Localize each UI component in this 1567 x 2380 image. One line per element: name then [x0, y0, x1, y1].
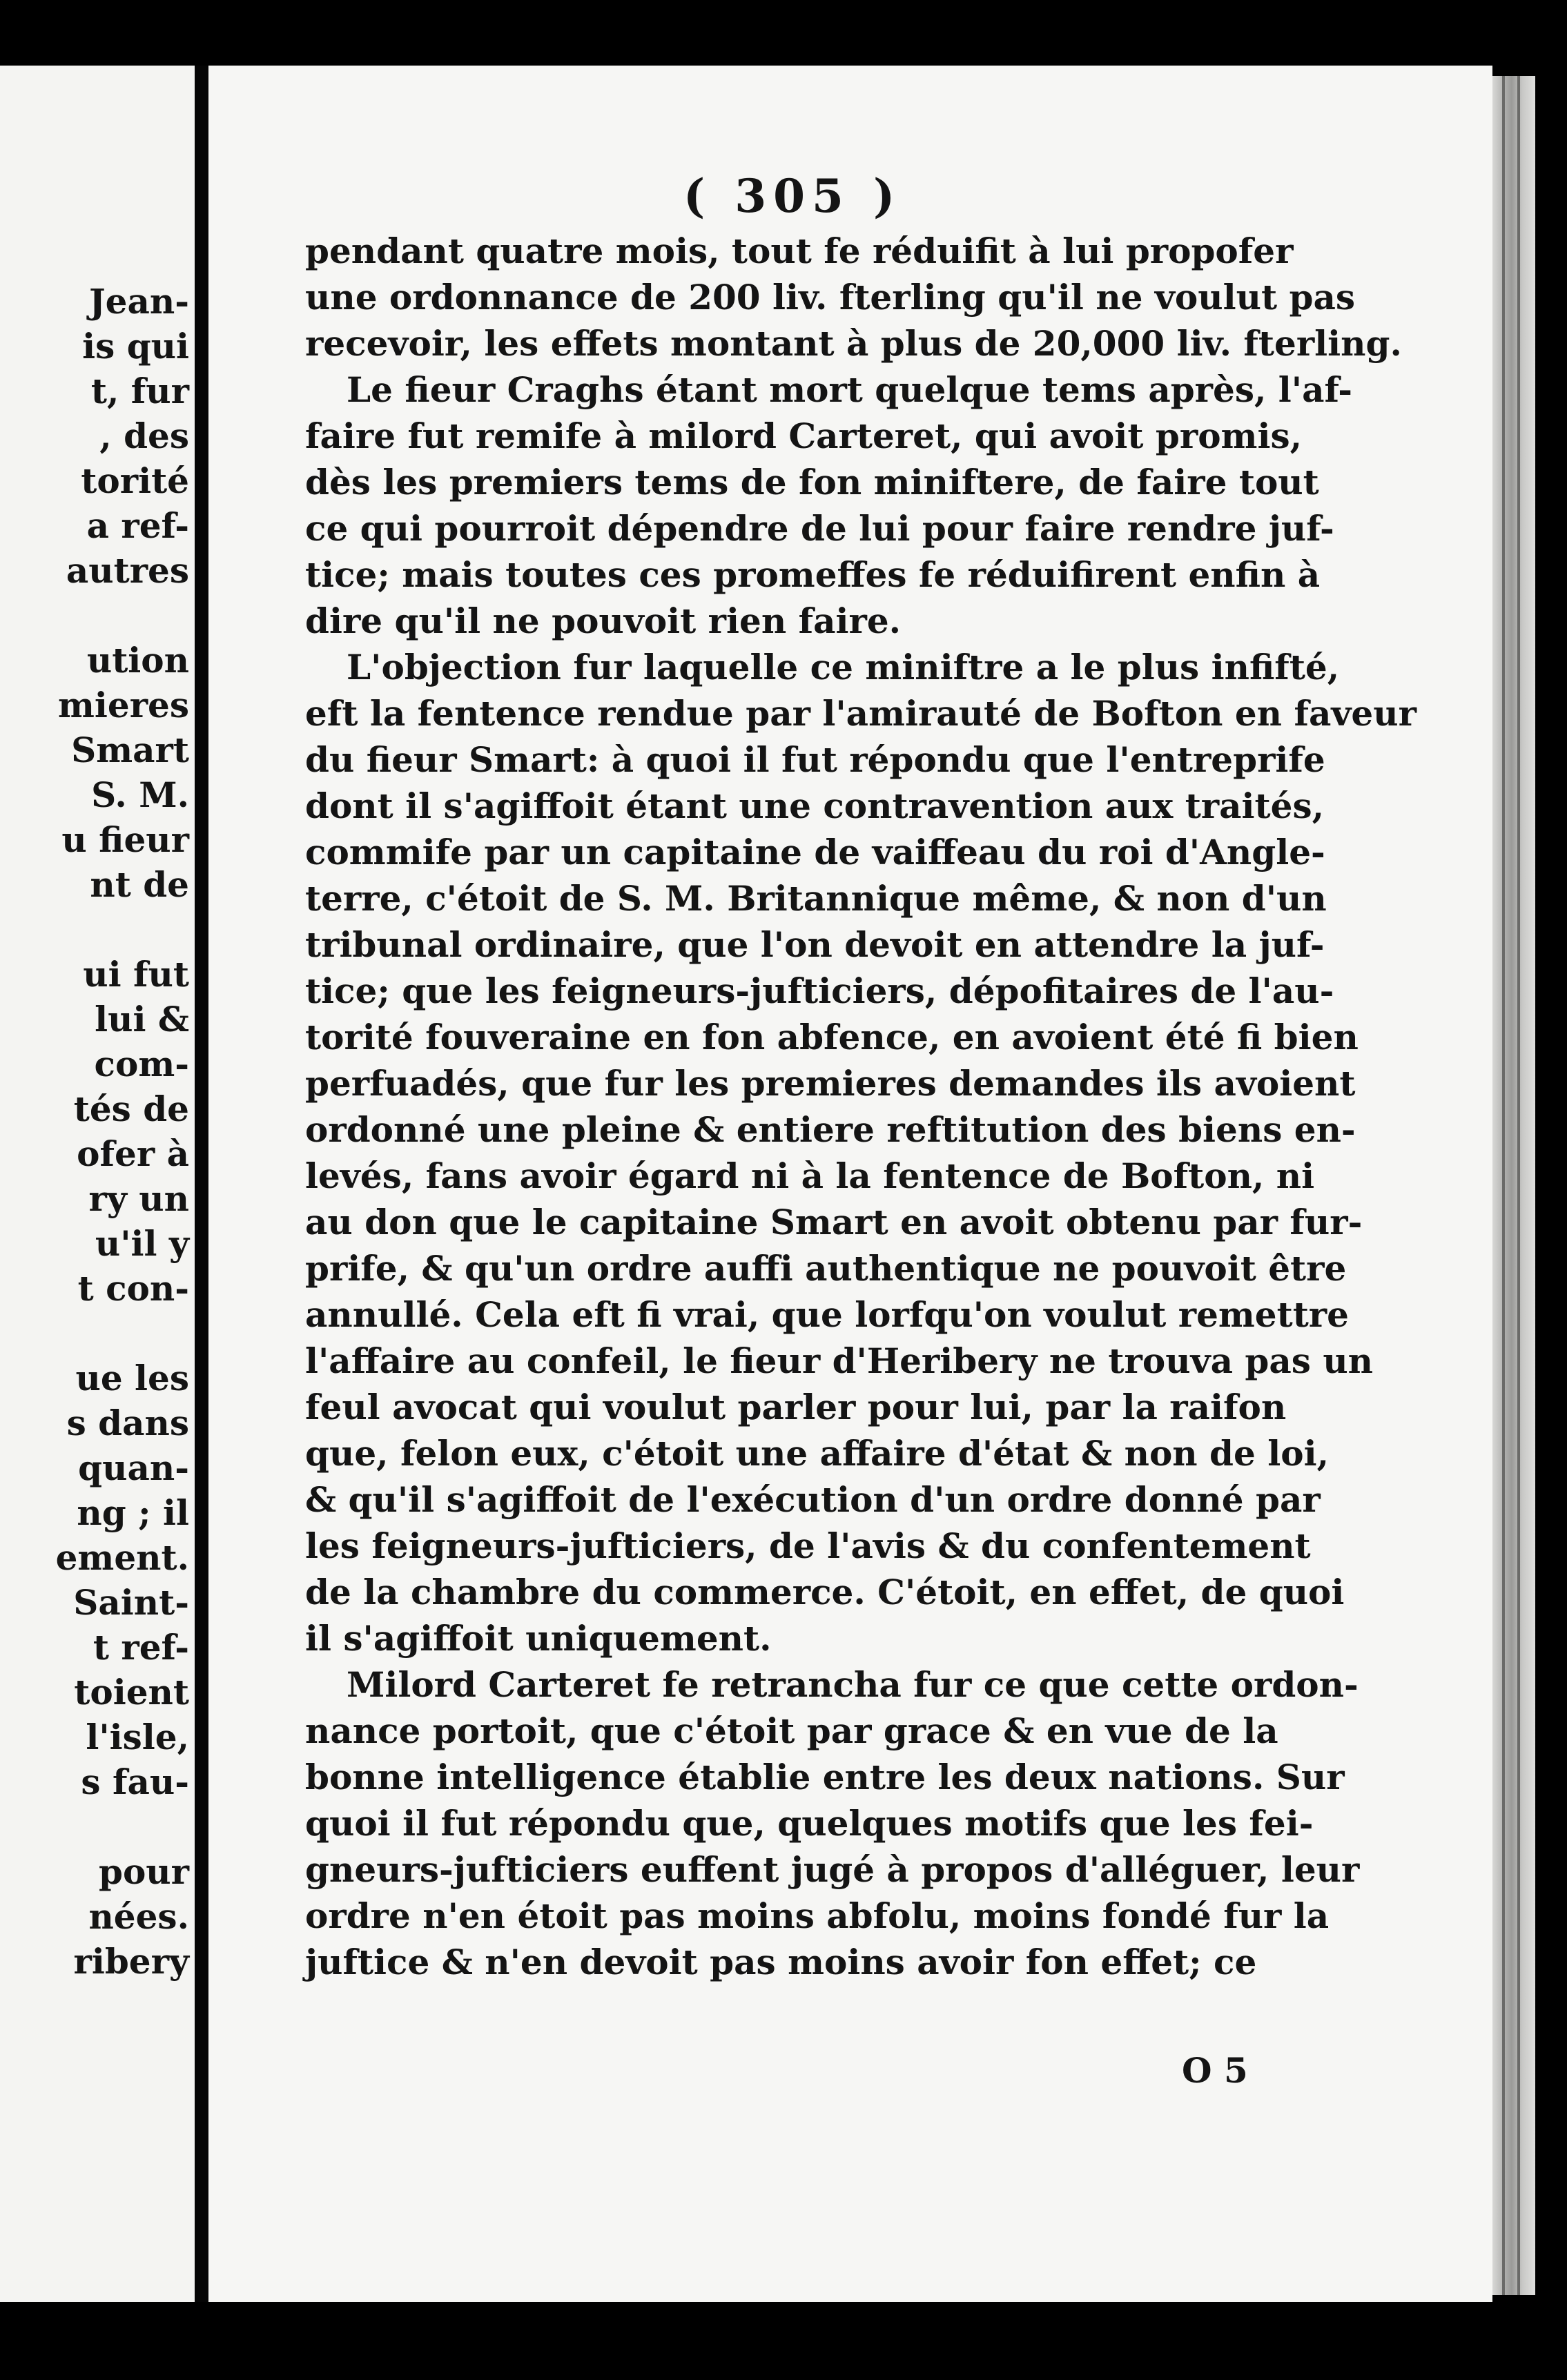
text-line: recevoir, les effets montant à plus de 20,000 liv. fterling.: [305, 323, 1402, 364]
page-edge: [1492, 76, 1535, 2295]
text-line: tice; mais toutes ces promeffes fe réduifirent enfin à: [305, 554, 1321, 595]
text-line: dont il s'agiffoit étant une contravention aux traités,: [305, 786, 1325, 826]
text-line: les feigneurs-jufticiers, de l'avis & du confentement: [305, 1525, 1311, 1566]
text-line: torité fouveraine en fon abfence, en avoient été fi bien: [305, 1017, 1359, 1057]
left-page-line: pour: [98, 1851, 189, 1892]
text-line: pendant quatre mois, tout fe réduifit à lui propofer: [305, 231, 1294, 271]
text-line: tice; que les feigneurs-jufticiers, dépofitaires de l'au-: [305, 970, 1334, 1011]
text-line: commife par un capitaine de vaiffeau du roi d'Angle-: [305, 832, 1325, 872]
text-line: perfuadés, que fur les premieres demandes ils avoient: [305, 1063, 1356, 1104]
left-page-line: autres: [66, 550, 189, 591]
left-page-line: t ref-: [93, 1627, 189, 1668]
left-page-line: S. M.: [91, 774, 189, 815]
page-text: [305, 228, 1417, 1985]
left-page-line: toient: [74, 1672, 189, 1713]
left-page-line: ement.: [55, 1537, 189, 1578]
left-page-line: is qui: [82, 326, 189, 367]
left-page-line: Smart: [71, 730, 189, 770]
left-page-line: nées.: [88, 1896, 189, 1937]
left-page-line: s fau-: [81, 1762, 189, 1802]
text-line: & qu'il s'agiffoit de l'exécution d'un ordre donné par: [305, 1479, 1321, 1520]
text-line: ordonné une pleine & entiere reftitution des biens en-: [305, 1109, 1356, 1150]
text-line: dès les premiers tems de fon miniftere, de faire tout: [305, 462, 1319, 503]
text-line: juftice & n'en devoit pas moins avoir fon effet; ce: [305, 1942, 1257, 1982]
left-page-line: u'il y: [95, 1223, 189, 1264]
left-page-line: lui &: [95, 999, 189, 1040]
text-line: de la chambre du commerce. C'étoit, en effet, de quoi: [305, 1572, 1345, 1612]
left-page-line: t, fur: [90, 371, 189, 411]
text-line: il s'agiffoit uniquement.: [305, 1618, 772, 1659]
page-edge-line: [1502, 76, 1505, 2295]
book-gutter: [195, 66, 208, 2302]
text-line: ordre n'en étoit pas moins abfolu, moins fondé fur la: [305, 1895, 1330, 1936]
left-page-line: ng ; il: [77, 1492, 189, 1533]
right-page: [208, 66, 1492, 2302]
left-page-line: Saint-: [73, 1582, 189, 1623]
text-line: prife, & qu'un ordre auffi authentique ne pouvoit être: [305, 1248, 1347, 1289]
text-line: au don que le capitaine Smart en avoit obtenu par fur-: [305, 1202, 1363, 1242]
page-edge-line: [1517, 76, 1520, 2295]
left-page-line: , des: [99, 416, 189, 456]
left-page-line: u fieur: [61, 819, 189, 860]
text-line: tribunal ordinaire, que l'on devoit en attendre la juf-: [305, 924, 1325, 965]
text-line: gneurs-jufticiers euffent jugé à propos d'alléguer, leur: [305, 1849, 1360, 1890]
left-page-line: a ref-: [86, 505, 189, 546]
text-line: annullé. Cela eft fi vrai, que lorfqu'on voulut remettre: [305, 1294, 1349, 1335]
text-line: levés, fans avoir égard ni à la fentence de Bofton, ni: [305, 1155, 1315, 1196]
left-page-line: t con-: [77, 1268, 189, 1309]
text-line: faire fut remife à milord Carteret, qui avoit promis,: [305, 416, 1302, 456]
left-page-line: ribery: [73, 1941, 189, 1982]
left-page-line: ui fut: [83, 954, 189, 995]
text-line: du fieur Smart: à quoi il fut répondu que l'entreprife: [305, 739, 1325, 780]
left-page-line: ry un: [88, 1178, 189, 1219]
left-page-line: ution: [86, 640, 189, 681]
left-page-line: nt de: [90, 864, 189, 905]
text-line: eft la fentence rendue par l'amirauté de Bofton en faveur: [305, 693, 1417, 734]
left-page-line: mieres: [57, 685, 189, 725]
left-page-line: torité: [81, 460, 189, 501]
left-page-line: l'isle,: [86, 1717, 189, 1757]
text-line: feul avocat qui voulut parler pour lui, par la raifon: [305, 1387, 1287, 1427]
left-page-line: quan-: [78, 1447, 189, 1488]
left-page-line: com-: [94, 1044, 189, 1084]
left-page-line: ofer à: [77, 1133, 189, 1174]
left-page-line: ue les: [75, 1358, 189, 1398]
text-line: une ordonnance de 200 liv. fterling qu'il ne voulut pas: [305, 277, 1355, 318]
text-line: Milord Carteret fe retrancha fur ce que cette ordon-: [347, 1664, 1359, 1705]
left-page-fragment: [0, 66, 195, 2302]
text-line: l'affaire au confeil, le fieur d'Heribery ne trouva pas un: [305, 1340, 1374, 1381]
page-number: ( 305 ): [683, 169, 902, 223]
text-line: ce qui pourroit dépendre de lui pour faire rendre juf-: [305, 508, 1334, 549]
left-page-line: s dans: [66, 1403, 189, 1443]
text-line: bonne intelligence établie entre les deux nations. Sur: [305, 1757, 1345, 1797]
left-page-line: tés de: [73, 1089, 189, 1129]
text-line: que, felon eux, c'étoit une affaire d'état & non de loi,: [305, 1433, 1329, 1474]
signature-mark: O 5: [1182, 2050, 1248, 2091]
text-line: nance portoit, que c'étoit par grace & en vue de la: [305, 1710, 1278, 1751]
text-line: L'objection fur laquelle ce miniftre a le plus infifté,: [347, 647, 1340, 687]
text-line: Le fieur Craghs étant mort quelque tems après, l'af-: [347, 369, 1352, 410]
left-page-line: Jean-: [89, 281, 189, 322]
text-line: dire qu'il ne pouvoit rien faire.: [305, 601, 902, 641]
text-line: terre, c'étoit de S. M. Britannique même, & non d'un: [305, 878, 1327, 919]
text-line: quoi il fut répondu que, quelques motifs que les fei-: [305, 1803, 1314, 1844]
